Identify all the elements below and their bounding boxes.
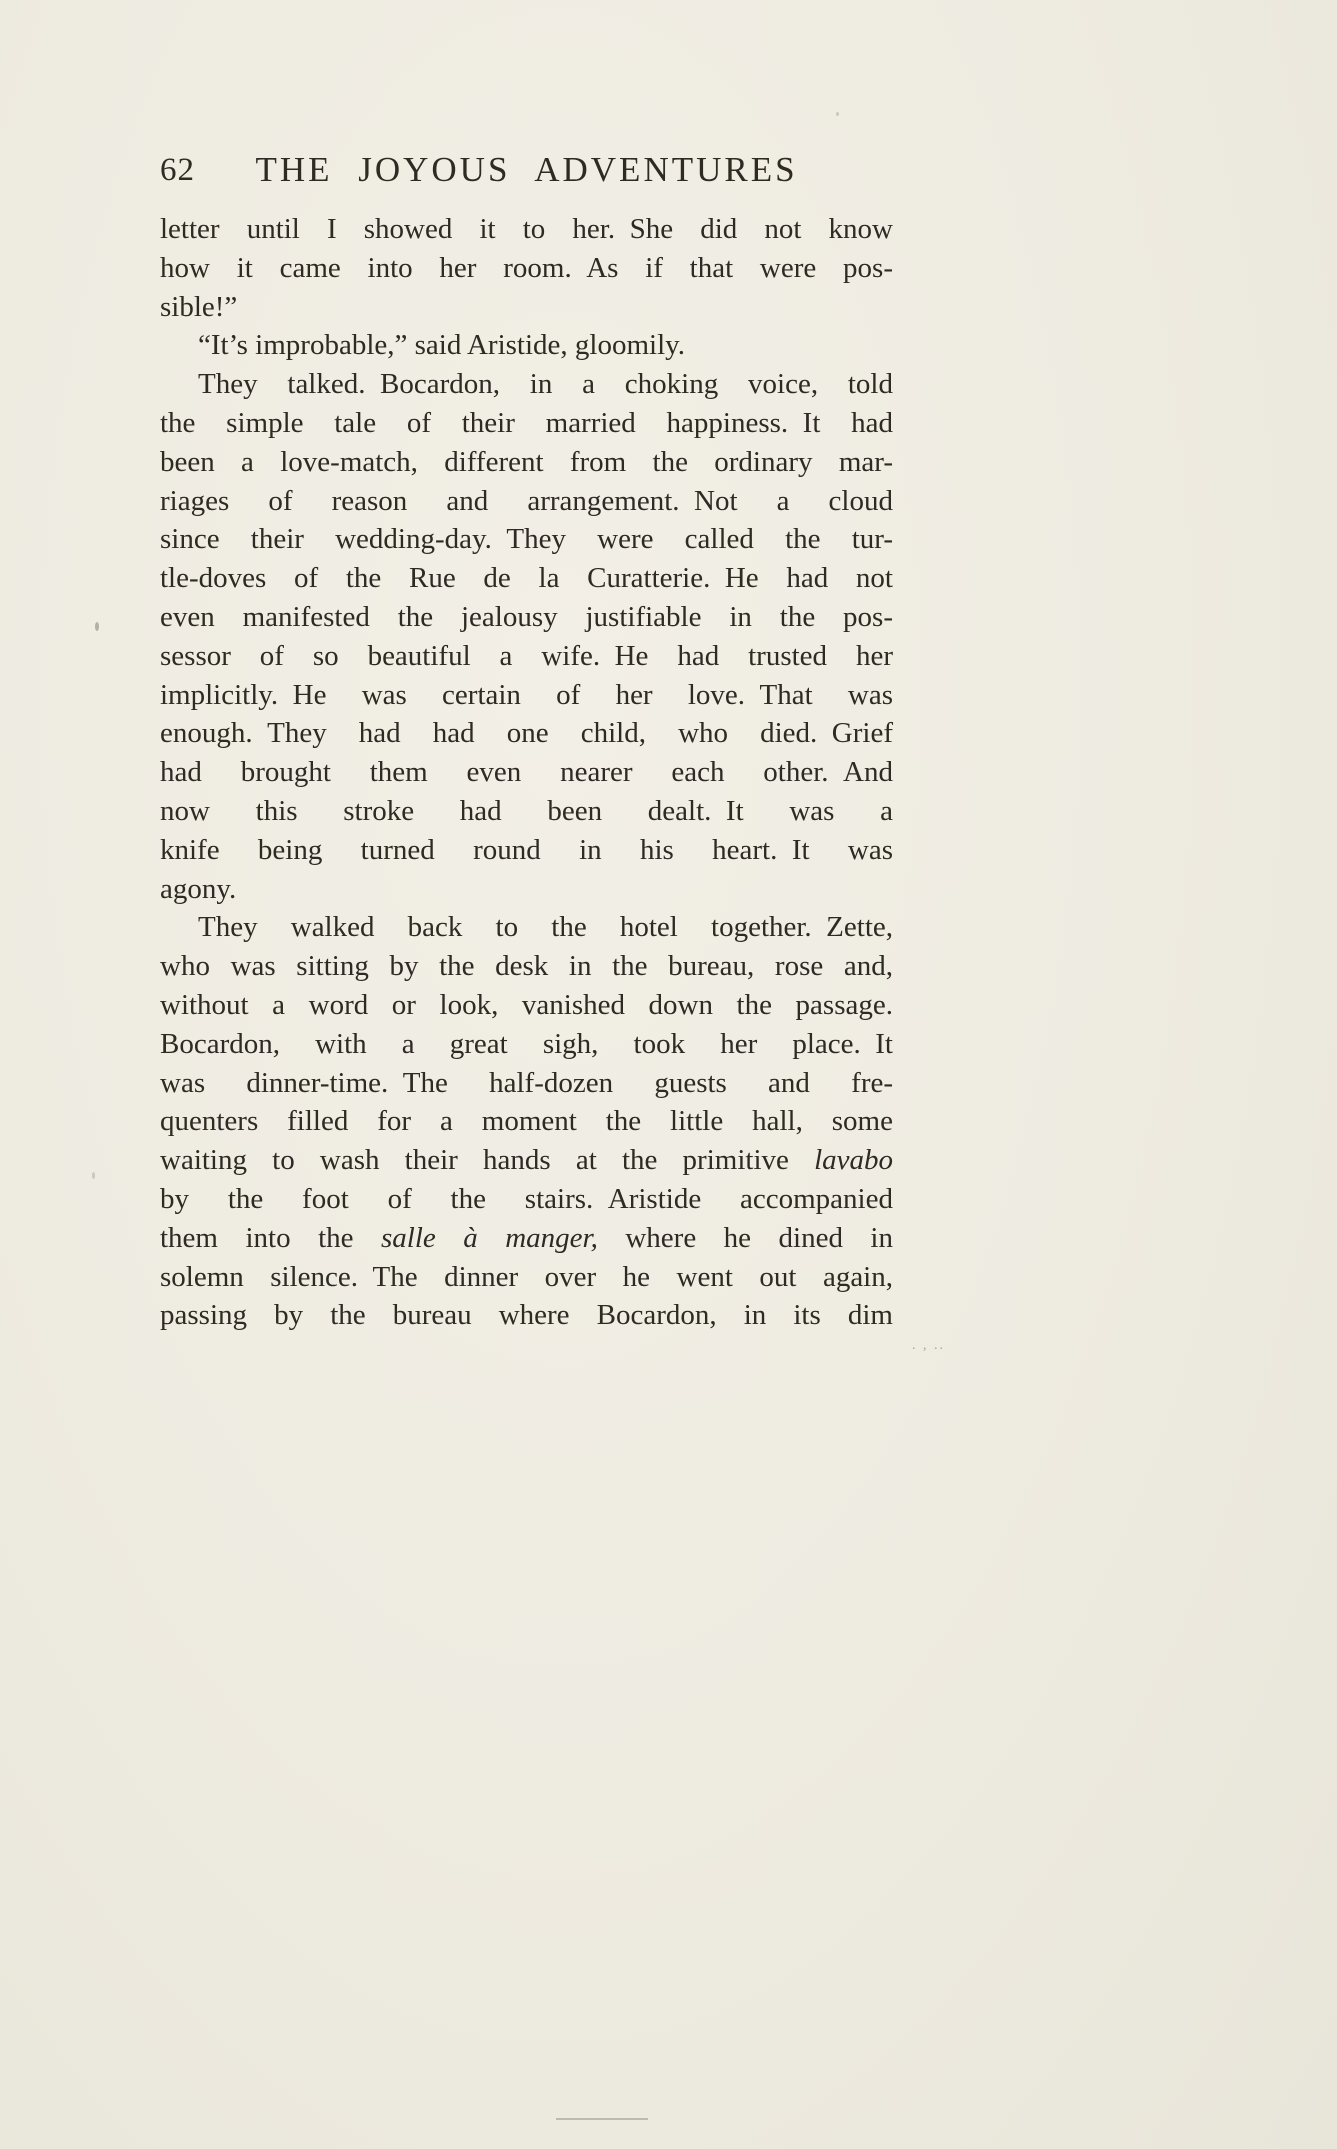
- text-segment: sible!”: [160, 290, 238, 323]
- paragraph: [160, 326, 893, 365]
- text-segment: how it came into her room. As if that were pos-: [160, 251, 893, 284]
- paragraph: [160, 365, 893, 908]
- scan-speck: [836, 112, 839, 116]
- text-line: [160, 1141, 893, 1180]
- page-number: 62: [160, 152, 195, 188]
- text-line: [160, 210, 893, 249]
- text-segment: solemn silence. The dinner over he went out again,: [160, 1260, 893, 1293]
- text-segment: enough. They had had one child, who died. Grief: [160, 717, 893, 750]
- text-segment: passing by the bureau where Bocardon, in its dim: [160, 1299, 893, 1332]
- text-line: [160, 482, 893, 521]
- text-segment: where he dined in: [597, 1221, 893, 1254]
- text-line: [160, 520, 893, 559]
- text-segment: knife being turned round in his heart. It was: [160, 833, 893, 866]
- italic-text: lavabo: [814, 1144, 893, 1177]
- text-line: [160, 559, 893, 598]
- text-segment: tle-doves of the Rue de la Curatterie. He had not: [160, 562, 893, 595]
- text-segment: “It’s improbable,” said Aristide, gloomily.: [198, 329, 686, 362]
- scan-speck: [95, 622, 99, 631]
- text-block: [160, 148, 893, 1335]
- body-text: [160, 210, 893, 1335]
- text-segment: been a love-match, different from the ordinary mar-: [160, 445, 893, 478]
- text-line: [160, 714, 893, 753]
- text-segment: who was sitting by the desk in the bureau, rose and,: [160, 950, 893, 983]
- text-line: [160, 249, 893, 288]
- text-segment: They walked back to the hotel together. Zette,: [198, 911, 893, 944]
- text-line: [160, 1025, 893, 1064]
- text-line: [160, 326, 893, 365]
- text-line: [160, 443, 893, 482]
- text-segment: without a word or look, vanished down the passage.: [160, 988, 893, 1021]
- text-segment: riages of reason and arrangement. Not a cloud: [160, 484, 893, 517]
- text-segment: They talked. Bocardon, in a choking voice, told: [198, 368, 893, 401]
- text-line: [160, 908, 893, 947]
- text-segment: Bocardon, with a great sigh, took her place. It: [160, 1027, 893, 1060]
- text-line: [160, 831, 893, 870]
- text-segment: by the foot of the stairs. Aristide accompanied: [160, 1182, 893, 1215]
- paragraph: [160, 210, 893, 326]
- page-header: [160, 148, 893, 192]
- text-segment: quenters filled for a moment the little hall, some: [160, 1105, 893, 1138]
- text-line: [160, 676, 893, 715]
- scan-speck: [92, 1172, 95, 1179]
- text-line: [160, 870, 893, 909]
- text-line: [160, 365, 893, 404]
- text-line: [160, 1219, 893, 1258]
- scan-edge-mark: [556, 2118, 648, 2120]
- running-title: THE JOYOUS ADVENTURES: [255, 150, 798, 189]
- text-line: [160, 1102, 893, 1141]
- italic-text: salle à manger,: [380, 1221, 598, 1254]
- text-line: [160, 1064, 893, 1103]
- text-segment: even manifested the jealousy justifiable in the pos-: [160, 600, 893, 633]
- text-segment: since their wedding-day. They were called the tur-: [160, 523, 893, 556]
- text-line: [160, 986, 893, 1025]
- text-line: [160, 792, 893, 831]
- scan-smudge: . , ..: [912, 1338, 945, 1353]
- text-segment: them into the: [160, 1221, 381, 1254]
- text-line: [160, 753, 893, 792]
- text-line: [160, 1180, 893, 1219]
- text-segment: waiting to wash their hands at the primitive: [160, 1144, 815, 1177]
- text-segment: had brought them even nearer each other. And: [160, 756, 893, 789]
- text-segment: now this stroke had been dealt. It was a: [160, 794, 893, 827]
- text-line: [160, 637, 893, 676]
- text-line: [160, 1296, 893, 1335]
- text-line: [160, 1258, 893, 1297]
- text-segment: was dinner-time. The half-dozen guests and fre-: [160, 1066, 893, 1099]
- text-segment: the simple tale of their married happiness. It had: [160, 406, 893, 439]
- text-segment: letter until I showed it to her. She did not know: [160, 213, 893, 245]
- text-line: [160, 947, 893, 986]
- text-segment: sessor of so beautiful a wife. He had trusted her: [160, 639, 893, 672]
- text-line: [160, 404, 893, 443]
- text-segment: agony.: [160, 872, 237, 905]
- paragraph: [160, 908, 893, 1335]
- text-line: [160, 598, 893, 637]
- text-segment: implicitly. He was certain of her love. That was: [160, 678, 893, 711]
- text-line: [160, 288, 893, 327]
